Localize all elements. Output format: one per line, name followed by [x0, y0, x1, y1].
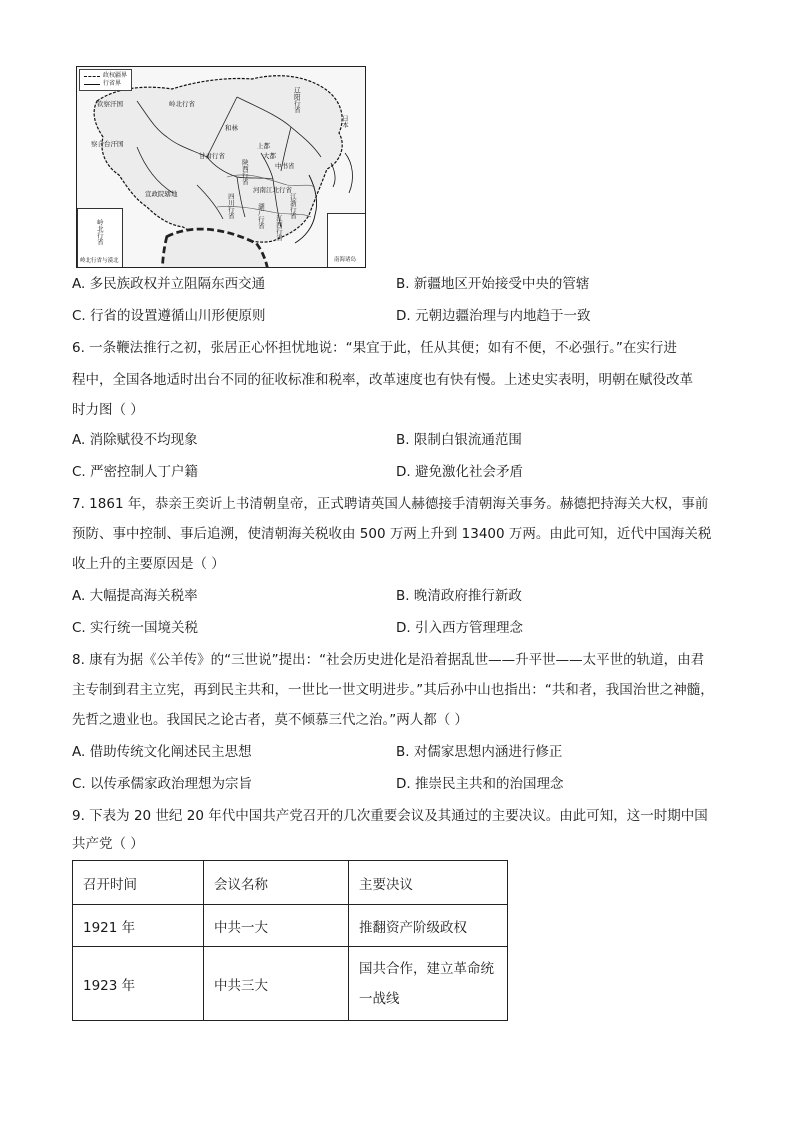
table-cell: 推翻资产阶级政权	[349, 905, 508, 947]
legend-row-border	[84, 72, 127, 80]
q7-stem-line: 预防、事中控制、事后追溯，使清朝海关税收由 500 万两上升到 13400 万两。由此可知，近代中国海关税	[72, 526, 712, 542]
map-label-jiangxi: 江西行省	[274, 215, 283, 241]
inset-left-title: 岭北行省	[95, 219, 104, 245]
map-label-henan: 河南江北行省	[253, 186, 292, 194]
map-label-shaanxi: 陕西行省	[240, 159, 249, 185]
q8-option-c[interactable]: C. 以传承儒家政治理想为宗旨	[72, 776, 253, 792]
q6-option-d[interactable]: D. 避免激化社会矛盾	[396, 464, 523, 480]
table-header-cell: 主要决议	[349, 861, 508, 905]
q6-option-c[interactable]: C. 严密控制人丁户籍	[72, 464, 199, 480]
q6-stem-line: 6. 一条鞭法推行之初，张居正心怀担忧地说：“果宜于此，任从其便；如有不便，不必强行。”在实行进	[72, 340, 677, 356]
table-row	[73, 905, 508, 947]
q6-option-a[interactable]: A. 消除赋役不均现象	[72, 432, 198, 448]
q5-option-d[interactable]: D. 元朝边疆治理与内地趋于一致	[396, 308, 591, 324]
map-legend	[79, 69, 132, 91]
q8-stem-line: 先哲之遗业也。我国民之论古者，莫不倾慕三代之治。”两人都（ ）	[72, 712, 469, 728]
map-inset-left	[77, 208, 123, 268]
map-label-zhongshu: 中书省	[275, 162, 295, 170]
table-row	[73, 947, 508, 1021]
q7-option-b[interactable]: B. 晚清政府推行新政	[396, 588, 522, 604]
table-header-row	[73, 861, 508, 905]
q7-stem-line: 收上升的主要原因是（ ）	[72, 556, 225, 572]
map-label-shangdu: 上都	[257, 142, 270, 150]
q8-option-d[interactable]: D. 推崇民主共和的治国理念	[396, 776, 564, 792]
table-cell-multiline	[349, 947, 508, 1021]
q7-option-c[interactable]: C. 实行统一国境关税	[72, 620, 199, 636]
map-label-jiangzhe: 江浙行省	[288, 193, 297, 219]
q8-option-a[interactable]: A. 借助传统文化阐述民主思想	[72, 744, 252, 760]
q9-stem-line: 共产党（ ）	[72, 836, 144, 852]
q5-option-a[interactable]: A. 多民族政权并立阻隔东西交通	[72, 276, 266, 292]
table-cell: 中共一大	[204, 905, 349, 947]
map-label-lingbei: 岭北行省	[169, 100, 195, 108]
q8-option-b[interactable]: B. 对儒家思想内涵进行修正	[396, 744, 563, 760]
legend-label: 行省界	[103, 80, 122, 87]
legend-label: 政权疆界	[103, 72, 128, 79]
q6-stem-line: 时力图（ ）	[72, 402, 144, 418]
inset-left-drawing	[78, 209, 366, 268]
inset-right-caption: 南海诸岛	[334, 257, 357, 263]
q5-option-b[interactable]: B. 新疆地区开始接受中央的管辖	[396, 276, 590, 292]
map-label-kipchak: 钦察汗国	[97, 100, 123, 108]
q9-stem-line: 9. 下表为 20 世纪 20 年代中国共产党召开的几次重要会议及其通过的主要决议。由此可知，这一时期中国	[72, 808, 708, 824]
map-label-xuanzheng: 宣政院辖地	[145, 190, 178, 198]
table-cell-line: 一战线	[359, 990, 400, 1007]
q5-option-c[interactable]: C. 行省的设置遵循山川形便原则	[72, 308, 266, 324]
table-cell: 1921 年	[73, 905, 204, 947]
q7-option-d[interactable]: D. 引入西方管理理念	[396, 620, 523, 636]
map-label-chagatai: 察合台汗国	[91, 140, 124, 148]
map-label-helin: 和林	[225, 124, 238, 132]
legend-row-province	[84, 80, 127, 88]
yuan-dynasty-map	[76, 66, 366, 268]
table-cell: 中共三大	[204, 947, 349, 1021]
q8-stem-line: 8. 康有为据《公羊传》的“三世说”提出：“社会历史进化是沿着据乱世——升平世——太平世的轨道，由君	[72, 652, 705, 668]
table-cell: 1923 年	[73, 947, 204, 1021]
table-header-cell: 召开时间	[73, 861, 204, 905]
table-cell-line: 国共合作，建立革命统	[359, 960, 494, 977]
map-label-dadu: 大都	[263, 152, 276, 160]
legend-solid-line	[84, 84, 100, 85]
map-label-east: 日本	[340, 115, 349, 128]
inset-left-caption: 岭北行省与漠北	[80, 258, 119, 264]
q8-stem-line: 主专制到君主立宪，再到民主共和，一世比一世文明进步。”其后孙中山也指出：“共和者，我国治世之神髓，	[72, 682, 714, 698]
table-header-cell: 会议名称	[204, 861, 349, 905]
legend-dashed-line	[84, 76, 100, 77]
map-label-liaoyang: 辽阳行省	[292, 87, 301, 113]
q6-option-b[interactable]: B. 限制白银流通范围	[396, 432, 522, 448]
meetings-table	[72, 860, 508, 1021]
map-label-huguang: 湖广行省	[256, 203, 265, 229]
q7-option-a[interactable]: A. 大幅提高海关税率	[72, 588, 198, 604]
q6-stem-line: 程中，全国各地适时出台不同的征收标准和税率，改革速度也有快有慢。上述史实表明，明朝在赋役改革	[72, 372, 693, 388]
q7-stem-line: 7. 1861 年，恭亲王奕䜣上书清朝皇帝，正式聘请英国人赫德接手清朝海关事务。赫德把持海关大权，事前	[72, 496, 709, 512]
map-inset-right	[327, 213, 366, 268]
map-label-sichuan: 四川行省	[226, 193, 235, 219]
map-label-gansu: 甘肃行省	[199, 152, 225, 160]
